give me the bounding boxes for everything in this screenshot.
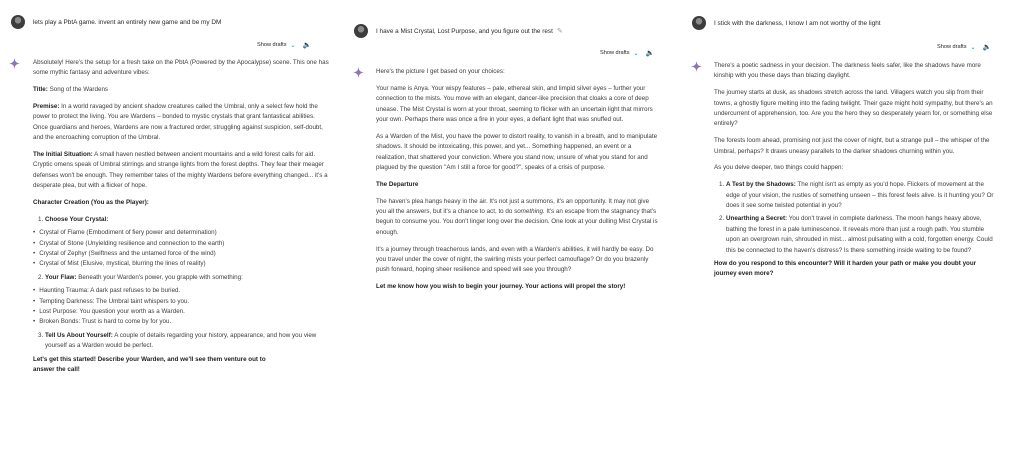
crystal-item: • Crystal of Mist (Elusive, mystical, blurring the lines of reality) [33, 259, 330, 269]
user-avatar-icon [354, 24, 368, 38]
situation-text: A small haven nestled between ancient mountains and a wild forest calls for aid. Cryptic omens speak of Umbral stirrings and strange lights from the forest depths. They fear their meager defenses won't be enough. They remember tales of the mighty Wardens before everything changed... it's a desperate plea, but with a flicker of hope. [33, 151, 328, 190]
closing-paragraph [376, 282, 658, 292]
crystal-list [33, 228, 330, 270]
model-response-1 [33, 58, 330, 382]
speaker-icon[interactable]: 🔈 [982, 44, 992, 51]
flaw-list [33, 286, 330, 328]
premise-text: In a world ravaged by ancient shadow creatures called the Umbral, only a select few hold the power to protect the living. You are Wardens – bonded to mystic crystals that grant fantastical abilities. Once guardians and heroes, Wardens are now a fractured order, struggling against suspicion, self-doubt, and the encroaching corruption of the Umbral. [33, 103, 323, 142]
closing-text: How do you respond to this encounter? Will it harden your path or make you doubt your journey even more? [714, 260, 977, 278]
creation-steps-3 [45, 331, 330, 352]
response-intro: Here's the picture I get based on your choices: [376, 68, 505, 75]
closing-text: Let's get this started! Describe your Warden, and we'll see them venture out to [33, 355, 266, 363]
step-3-text: A couple of details regarding your history, appearance, and how you view yourself as a Warden would be perfect. [45, 331, 317, 350]
model-response-3 [714, 61, 994, 286]
creation-steps [45, 215, 330, 225]
crystal-item: • Crystal of Flame (Embodiment of fiery power and determination) [33, 228, 330, 238]
response-paragraph: There's a poetic sadness in your decision. The darkness feels safer, like the shadows have more kinship with you these days than blazing daylight. [714, 62, 981, 80]
situation-label: The Initial Situation: [33, 151, 93, 159]
situation-paragraph [33, 150, 330, 192]
premise-paragraph [33, 102, 330, 144]
title-label: Title: [33, 86, 48, 94]
speaker-icon[interactable]: 🔈 [302, 42, 312, 49]
step-2-text: Beneath your Warden's power, you grapple with something: [76, 273, 243, 281]
closing-text: Let me know how you wish to begin your journey. Your actions will propel the story! [376, 283, 626, 291]
chevron-down-icon[interactable]: ⌄ [290, 42, 296, 49]
show-drafts-row [937, 43, 991, 51]
closing-fade-text: answer the call! [33, 366, 80, 374]
show-drafts-row [600, 49, 654, 57]
model-response-2 [376, 67, 658, 299]
response-paragraph: As a Warden of the Mist, you have the power to distort reality, to vanish in a breath, and to manipulate shadows. It should be intoxicating, this power, and yet... Something happened, an event or a realization, that shattered your conviction. Where you stand now, unsure of what you stand for and plagued by the question "Am I still a force for good?", speaks of a crisis of purpose. [376, 132, 658, 172]
step-3 [45, 331, 330, 352]
step-3-label: Tell Us About Yourself: [45, 331, 113, 339]
creation-heading: Character Creation (You as the Player): [33, 199, 149, 207]
user-prompt-text: I stick with the darkness, I know I am not worthy of the light [714, 19, 881, 27]
speaker-icon[interactable]: 🔈 [645, 50, 655, 57]
show-drafts-button[interactable]: Show drafts [600, 50, 630, 56]
title-line [33, 85, 330, 95]
step-1-label: Choose Your Crystal: [45, 215, 109, 223]
show-drafts-row [257, 41, 311, 49]
flaw-item: • Tempting Darkness: The Umbral taint whispers to you. [33, 297, 330, 307]
crystal-item: • Crystal of Stone (Unyielding resilience and connection to the earth) [33, 239, 330, 249]
departure-heading: The Departure [376, 180, 419, 188]
emphasis-text: something [514, 208, 543, 216]
paragraph-text: . It's an escape from the stagnancy that's begun to consume you. You don't linger long over the decision. One look at your dulling Mist Crystal is enough. [376, 208, 658, 236]
option-1-text: The night isn't as empty as you'd hope. Flickers of movement at the edge of your vision, the rustles of something unseen – this forest feels alive. Is it hunting you? Or does it see some twisted potential in you? [726, 181, 994, 210]
user-avatar-icon [692, 16, 706, 30]
response-paragraph: As you delve deeper, two things could happen: [714, 164, 844, 172]
option-2 [726, 214, 994, 256]
chevron-down-icon[interactable]: ⌄ [970, 44, 976, 51]
creation-steps-2 [45, 273, 330, 283]
option-1 [726, 180, 994, 211]
sparkle-icon [691, 61, 702, 72]
user-prompt-row [354, 24, 563, 38]
user-avatar-icon [11, 15, 25, 29]
step-2 [45, 273, 330, 283]
option-2-label: Unearthing a Secret: [726, 215, 788, 223]
title-value: Song of the Wardens [47, 86, 109, 94]
premise-label: Premise: [33, 103, 60, 110]
show-drafts-button[interactable]: Show drafts [937, 44, 967, 50]
closing-paragraph [714, 259, 994, 280]
flaw-item: • Lost Purpose: You question your worth as a Warden. [33, 307, 330, 317]
conversation-panel-1 [0, 0, 332, 458]
response-paragraph: Your name is Anya. Your wispy features – pale, ethereal skin, and limpid silver eyes – further your connection to the mists. You move with an elegant, dancer-like precision that cloaks a core of deep unease. The Mist Crystal is worn at your throat, seeming to flicker with an uncertain light that mirrors your own. Perhaps there was once a fire in your eyes, a defiant light that was snuffed out. [376, 84, 653, 124]
user-prompt-row [11, 15, 221, 29]
step-1 [45, 215, 330, 225]
option-1-label: A Test by the Shadows: [726, 181, 796, 189]
user-prompt-text: I have a Mist Crystal, Lost Purpose, and you figure out the rest [376, 27, 553, 35]
chevron-down-icon[interactable]: ⌄ [633, 50, 639, 57]
pencil-icon[interactable]: ✎ [556, 28, 563, 35]
response-paragraph: It's a journey through treacherous lands, and even with a Warden's abilities, it will hardly be easy. Do you travel under the cover of night, the swirling mists your perfect camouflage? Or do you brazenly push forward, hoping sheer resilience and speed will see you through? [376, 245, 654, 274]
flaw-item: • Haunting Trauma: A dark past refuses to be buried. [33, 286, 330, 296]
response-intro: Absolutely! Here's the setup for a fresh take on the PbtA (Powered by the Apocalypse) scene. This one has some mythic fantasy and adventure vibes: [33, 59, 329, 77]
step-2-label: Your Flaw: [45, 273, 77, 281]
conversation-panel-3 [685, 0, 1024, 458]
encounter-options [726, 180, 994, 256]
paragraph-text: The haven's plea hangs heavy in the air. It's not just a summons, it's an opportunity. It may not give you all the answers, but it's a chance to act, to do [376, 197, 650, 216]
crystal-item: • Crystal of Zephyr (Swiftness and the untamed force of the wind) [33, 249, 330, 259]
response-paragraph: The forests loom ahead, promising not just the cover of night, but a strange pull – the whisper of the Umbral, perhaps? It draws uneasy parallels to the darker shadows churning within you. [714, 137, 990, 155]
response-paragraph: The journey starts at dusk, as shadows stretch across the land. Villagers watch you slip from their towns, a ghostly figure melting into the fading twilight. Their gaze might hold sympathy, but there's an undercurrent of apprehension, too. Are you the hero they so desperately yearn for, or something else entirely? [714, 89, 993, 128]
conversation-panel-2 [345, 0, 675, 458]
show-drafts-button[interactable]: Show drafts [257, 42, 287, 48]
sparkle-icon [353, 67, 364, 78]
flaw-item: • Broken Bonds: Trust is hard to come by for you. [33, 317, 330, 327]
user-prompt-text: lets play a PbtA game. invent an entirely new game and be my DM [33, 18, 222, 26]
sparkle-icon [9, 58, 20, 69]
response-paragraph [376, 197, 658, 239]
option-2-text: You don't travel in complete darkness. The moon hangs heavy above, bathing the forest in a pale luminescence. It reveals more than just a rough path. You stumble upon an overgrown ruin, shrouded in mist... almost pulsating with a cold, forgotten energy. Could this be connected to the haven's distress? Is there something inside waiting to be found? [726, 215, 993, 254]
closing-paragraph [33, 355, 330, 376]
user-prompt-row [692, 16, 881, 30]
